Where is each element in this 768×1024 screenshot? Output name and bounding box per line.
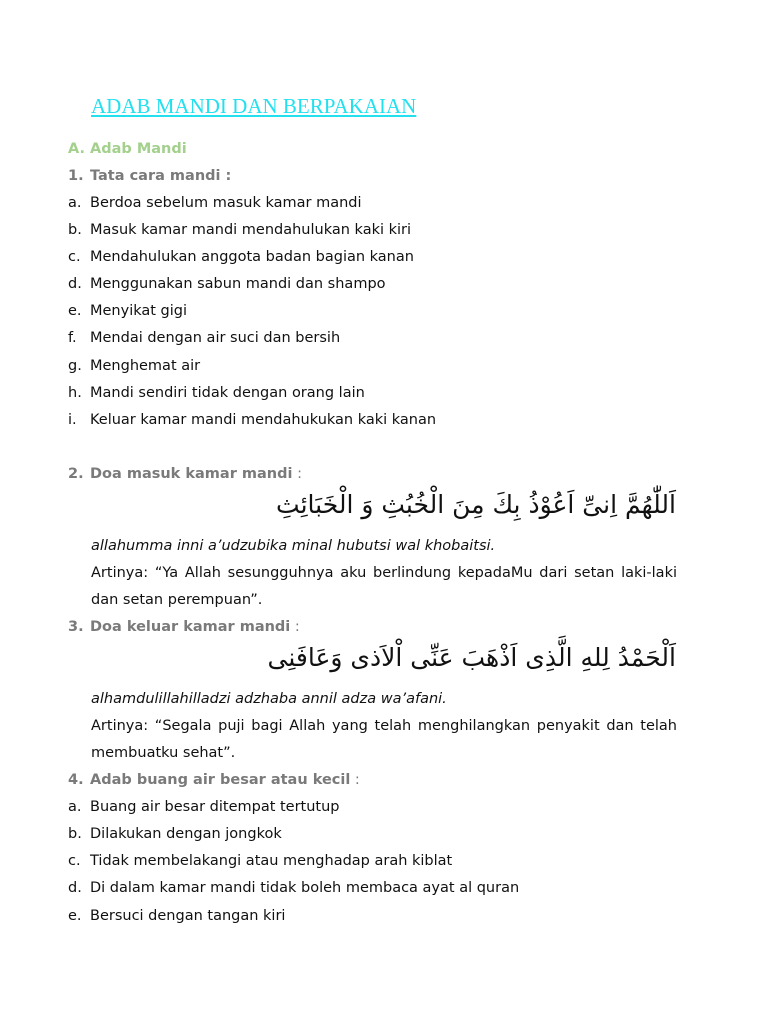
section-4-colon: : [350, 772, 360, 788]
list-item [68, 247, 414, 267]
list-item [68, 906, 285, 926]
list-item [68, 383, 365, 403]
transliteration-exit: alhamdulillahilladzi adzhaba annil adza wa’afani. [91, 691, 447, 707]
list-marker: h. [68, 385, 82, 401]
arabic-prayer-enter: اَللّٰهُمَّ اِنىِّ اَعُوْذُ بِكَ مِنَ الْخُبُثِ وَ الْخَبَائِثِ [276, 490, 676, 519]
section-2-heading [68, 464, 302, 484]
list-item-text: Keluar kamar mandi mendahukukan kaki kanan [90, 412, 437, 428]
list-item-text: Mendai dengan air suci dan bersih [90, 330, 341, 346]
section-3-heading [68, 617, 300, 637]
list-marker: e. [68, 908, 82, 924]
section-1-title: Tata cara mandi : [90, 168, 232, 184]
list-marker: c. [68, 853, 81, 869]
list-item [68, 797, 340, 817]
list-item [68, 356, 200, 376]
list-marker: b. [68, 826, 82, 842]
meaning-exit: Artinya: “Segala puji bagi Allah yang telah menghilangkan penyakit dan telah membuatku sehat”. [91, 718, 677, 761]
list-item-text: Mendahulukan anggota badan bagian kanan [90, 249, 414, 265]
section-3-marker: 3. [68, 619, 84, 635]
section-4-title: Adab buang air besar atau kecil [90, 772, 351, 788]
list-item [68, 301, 187, 321]
list-item [68, 824, 282, 844]
list-item [68, 878, 519, 898]
section-a-marker: A. [68, 141, 85, 157]
list-marker: e. [68, 303, 82, 319]
list-marker: f. [68, 330, 77, 346]
list-item [68, 274, 386, 294]
section-4-heading [68, 770, 360, 790]
list-item [68, 410, 436, 430]
meaning-enter: Artinya: “Ya Allah sesungguhnya aku berlindung kepadaMu dari setan laki-laki dan setan perempuan”. [91, 565, 677, 608]
list-marker: b. [68, 222, 82, 238]
list-item-text: Buang air besar ditempat tertutup [90, 799, 340, 815]
section-2-colon: : [292, 466, 302, 482]
list-item-text: Mandi sendiri tidak dengan orang lain [90, 385, 365, 401]
list-marker: d. [68, 880, 82, 896]
arabic-prayer-exit: اَلْحَمْدُ لِلهِ الَّذِى اَذْهَبَ عَنِّى اْلاَذى وَعَافَنِى [267, 643, 676, 672]
list-marker: i. [68, 412, 77, 428]
list-item-text: Masuk kamar mandi mendahulukan kaki kiri [90, 222, 412, 238]
section-4-marker: 4. [68, 772, 84, 788]
list-item-text: Bersuci dengan tangan kiri [90, 908, 286, 924]
list-item-text: Menggunakan sabun mandi dan shampo [90, 276, 386, 292]
list-marker: d. [68, 276, 82, 292]
section-a-label: Adab Mandi [90, 141, 187, 157]
list-item [68, 220, 411, 240]
section-a-heading [68, 139, 187, 159]
list-item-text: Dilakukan dengan jongkok [90, 826, 282, 842]
section-1-heading [68, 166, 231, 186]
list-marker: a. [68, 799, 82, 815]
list-marker: g. [68, 358, 82, 374]
list-marker: a. [68, 195, 82, 211]
transliteration-enter: allahumma inni a’udzubika minal hubutsi wal khobaitsi. [91, 538, 496, 554]
section-1-marker: 1. [68, 168, 84, 184]
list-item-text: Menghemat air [90, 358, 201, 374]
list-item [68, 328, 340, 348]
list-item [68, 851, 452, 871]
list-item-text: Tidak membelakangi atau menghadap arah kiblat [90, 853, 453, 869]
list-item-text: Menyikat gigi [90, 303, 188, 319]
list-item [68, 193, 362, 213]
section-2-marker: 2. [68, 466, 84, 482]
page-title: ADAB MANDI DAN BERPAKAIAN [91, 94, 417, 118]
section-2-title: Doa masuk kamar mandi [90, 466, 293, 482]
section-3-colon: : [290, 619, 300, 635]
list-item-text: Di dalam kamar mandi tidak boleh membaca ayat al quran [90, 880, 520, 896]
list-marker: c. [68, 249, 81, 265]
list-item-text: Berdoa sebelum masuk kamar mandi [90, 195, 362, 211]
section-3-title: Doa keluar kamar mandi [90, 619, 291, 635]
